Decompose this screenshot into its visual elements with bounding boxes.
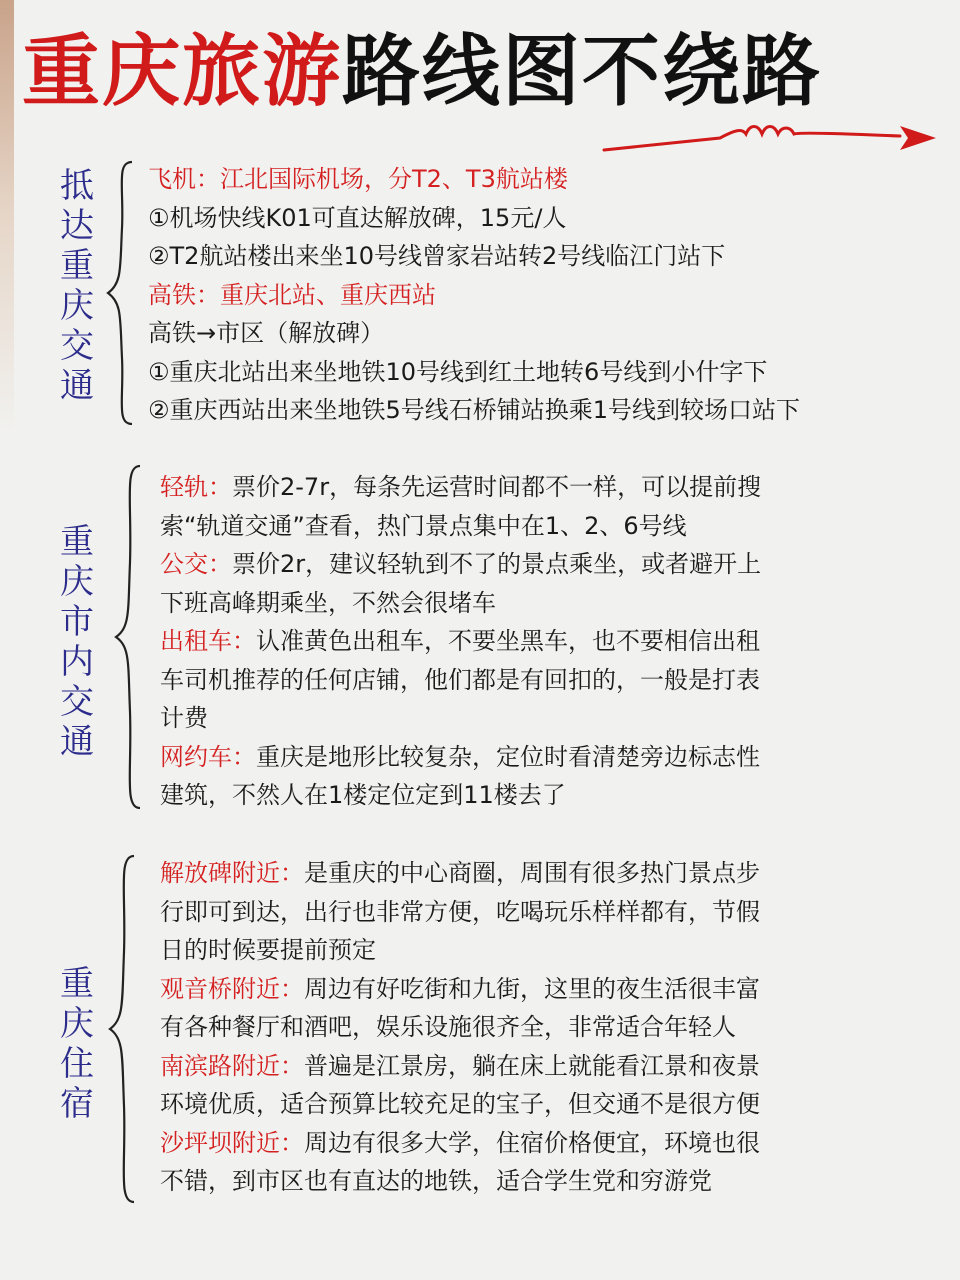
list-item: 计费 xyxy=(160,704,208,732)
list-item: 不错，到市区也有直达的地铁，适合学生党和穷游党 xyxy=(160,1167,712,1195)
title-red-part: 重庆旅游 xyxy=(22,27,343,117)
section-accommodation xyxy=(0,852,960,1206)
section-lines xyxy=(160,854,760,1201)
section-label: 重庆市内交通 xyxy=(60,522,94,762)
list-item: 下班高峰期乘坐，不然会很堵车 xyxy=(160,588,496,617)
list-item: 南滨路附近：普遍是江景房，躺在床上就能看江景和夜景 xyxy=(160,1051,760,1080)
list-item: ①机场快线K01可直达解放碑，15元/人 xyxy=(148,203,567,232)
list-item: 公交：票价2r，建议轻轨到不了的景点乘坐，或者避开上 xyxy=(160,550,762,578)
list-item: 观音桥附近：周边有好吃街和九街，这里的夜生活很丰富 xyxy=(160,974,760,1003)
section-label: 重庆住宿 xyxy=(60,964,94,1124)
section-label: 抵达重庆交通 xyxy=(60,166,94,406)
list-item: ①重庆北站出来坐地铁10号线到红土地转6号线到小什字下 xyxy=(148,357,768,386)
list-item: 高铁→市区（解放碑） xyxy=(148,319,385,347)
list-item: 轻轨：票价2-7r，每条先运营时间都不一样，可以提前搜 xyxy=(160,473,762,501)
section-lines xyxy=(160,468,761,815)
list-item: ②T2航站楼出来坐10号线曾家岩站转2号线临江门站下 xyxy=(148,242,726,270)
section-lines xyxy=(148,160,800,430)
section-city-transport xyxy=(0,462,960,812)
brace-icon xyxy=(104,852,140,1206)
list-item: ②重庆西站出来坐地铁5号线石桥铺站换乘1号线到较场口站下 xyxy=(148,396,801,424)
list-item: 飞机：江北国际机场，分T2、T3航站楼 xyxy=(148,165,568,193)
list-item: 环境优质，适合预算比较充足的宝子，但交通不是很方便 xyxy=(160,1090,760,1118)
list-item: 网约车：重庆是地形比较复杂，定位时看清楚旁边标志性 xyxy=(160,742,760,771)
list-item: 行即可到达，出行也非常方便，吃喝玩乐样样都有，节假 xyxy=(160,897,760,926)
list-item: 解放碑附近：是重庆的中心商圈，周围有很多热门景点步 xyxy=(160,859,760,887)
brace-icon xyxy=(102,158,138,428)
list-item: 高铁：重庆北站、重庆西站 xyxy=(148,280,436,309)
brace-icon xyxy=(110,462,146,812)
section-arrival-transport xyxy=(0,158,960,428)
list-item: 沙坪坝附近：周边有很多大学，住宿价格便宜，环境也很 xyxy=(160,1128,760,1157)
list-item: 索“轨道交通”查看，热门景点集中在1、2、6号线 xyxy=(160,511,687,540)
list-item: 建筑，不然人在1楼定位定到11楼去了 xyxy=(160,781,566,809)
list-item: 出租车：认准黄色出租车，不要坐黑车，也不要相信出租 xyxy=(160,627,760,655)
page-title xyxy=(22,22,952,122)
title-black-part: 路线图不绕路 xyxy=(342,27,823,117)
list-item: 有各种餐厅和酒吧，娱乐设施很齐全，非常适合年轻人 xyxy=(160,1013,736,1041)
list-item: 车司机推荐的任何店铺，他们都是有回扣的，一般是打表 xyxy=(160,665,760,694)
list-item: 日的时候要提前预定 xyxy=(160,936,376,964)
